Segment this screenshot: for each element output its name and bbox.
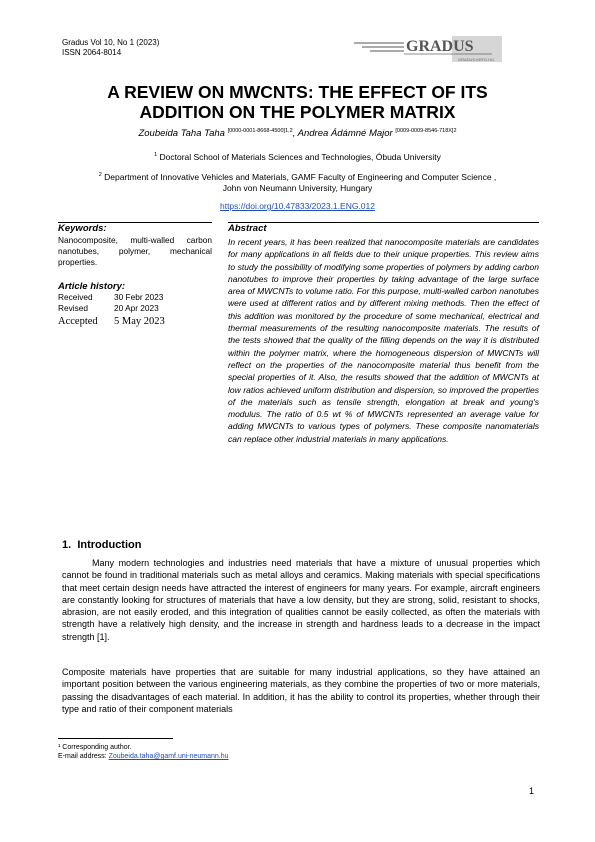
journal-citation: Gradus Vol 10, No 1 (2023) — [62, 38, 160, 47]
author-1-orcid: [0000-0001-8668-4500]1,2 — [227, 128, 293, 134]
section-number: 1. — [62, 539, 72, 551]
affiliation-2 — [62, 170, 533, 194]
article-info-column — [58, 222, 212, 329]
email-link[interactable]: Zoubeida.taha@gamf.uni-neumann.hu — [108, 753, 229, 760]
history-revised — [58, 303, 212, 314]
history-date: 5 May 2023 — [114, 316, 165, 328]
footnote-email — [58, 752, 229, 761]
doi-line — [62, 201, 533, 211]
affiliation-1 — [62, 150, 533, 163]
history-label: Revised — [58, 302, 88, 313]
logo-subtext: GRADUS.KEFO.HU — [458, 57, 495, 62]
history-label: Accepted — [58, 316, 98, 328]
title-line-1: A REVIEW ON MWCNTS: THE EFFECT OF ITS — [107, 82, 488, 102]
section-title: Introduction — [77, 539, 142, 551]
affiliation-2-marker: 2 — [98, 172, 102, 178]
keywords-text: Nanocomposite, multi-walled carbon nanotubes, polymer, mechanical properties. — [58, 235, 212, 268]
author-1-name: Zoubeida Taha Taha — [138, 128, 225, 140]
affiliation-1-marker: 1 — [154, 152, 158, 158]
author-list — [62, 128, 533, 139]
section-heading — [62, 539, 141, 551]
keywords-heading: Keywords: — [58, 223, 107, 234]
footnote-corresponding: ¹ Corresponding author. — [58, 744, 132, 751]
history-label: Received — [58, 291, 93, 302]
abstract-text: In recent years, it has been realized that nanocomposite materials are candidates for many applications in all fields due to their unique properties. This review aims to study the possibility of modifying some properties of polymers by adding carbon nanotubes to improve their properties by taking advantage of the large surface area of MWCNTs to volume ratio. For this purpose, multi-walled carbon nanotubes were used at different ratios and by different mixing methods. Then the effect of this addition was monitored by the procedure of some mechanical, electrical and thermal measurements of the resulting nanocomposite materials. The results of the tests showed that the quality of the filling depends on the way it is distributed within the polymer matrix, where the homogeneous dispersion of MWCNTs will reflect on the properties of the nanocomposite material thus benefit from the special properties of it. Also, the results showed that the addition of MWCNTs at low ratios achieved uniform distribution and dispersion, so improved the properties of the materials such as tensile strength, elongation at break and young's modulus. The ratio of 0.5 wt % of MWCNTs represented an average value for adding MWCNTs to various types of polymers. These composite nanomaterials can replace other industrial materials in many applications. — [228, 237, 539, 444]
email-label: E-mail address: — [58, 753, 109, 760]
gradus-logo — [352, 34, 502, 64]
history-date: 30 Febr 2023 — [114, 291, 164, 302]
history-heading: Article history: — [58, 280, 126, 292]
history-date: 20 Apr 2023 — [114, 302, 159, 313]
footnote-rule — [58, 738, 173, 739]
history-received — [58, 292, 212, 303]
author-2-name: Andrea Ádámné Major — [297, 128, 393, 140]
affiliation-2-line-1: Department of Innovative Vehicles and Materials, GAMF Faculty of Engineering and Computer Science , — [101, 171, 497, 182]
author-separator: , — [292, 128, 298, 140]
doi-link[interactable]: https://doi.org/10.47833/2023.1.ENG.012 — [219, 201, 375, 211]
abstract-heading: Abstract — [228, 223, 267, 234]
affiliation-1-text: Doctoral School of Materials Sciences and Technologies, Óbuda University — [157, 151, 441, 162]
article-history — [58, 281, 212, 329]
body-paragraph-1: Many modern technologies and industries need materials that have a mixture of unusual properties which cannot be found in traditional materials such as metal alloys and ceramics. Making materials with special specifications that meet certain design needs have attracted the interest of engineers for many years. For example, aircraft engineers are constantly looking for structures of materials that have a low density, but they are strong, solid, resistant to shocks, abrasion, are not easily eroded, and this integration of qualities cannot be easily collected, as often the materials with strength have a relatively high density, and the increase in strength and hardness leads to a decrease in the impact strength [1]. — [62, 558, 540, 642]
body-paragraph-2: Composite materials have properties that are suitable for many industrial applications, so they have attained an important position between the various engineering materials, as they combine the properties of two or more materials, passing the disadvantages of each material. In addition, it has the ability to control its properties, whether through their type and ratio of their component materials — [62, 667, 540, 714]
history-accepted — [58, 314, 212, 329]
logo-text: GRADUS — [406, 38, 474, 55]
article-title — [62, 82, 533, 122]
author-2-orcid: [0009-0009-8546-718X]2 — [395, 128, 457, 134]
affiliation-2-line-2: John von Neumann University, Hungary — [222, 182, 373, 193]
title-line-2: ADDITION ON THE POLYMER MATRIX — [139, 102, 456, 122]
journal-issn: ISSN 2064-8014 — [62, 48, 122, 57]
abstract-column — [228, 222, 539, 445]
page-number: 1 — [529, 786, 535, 796]
